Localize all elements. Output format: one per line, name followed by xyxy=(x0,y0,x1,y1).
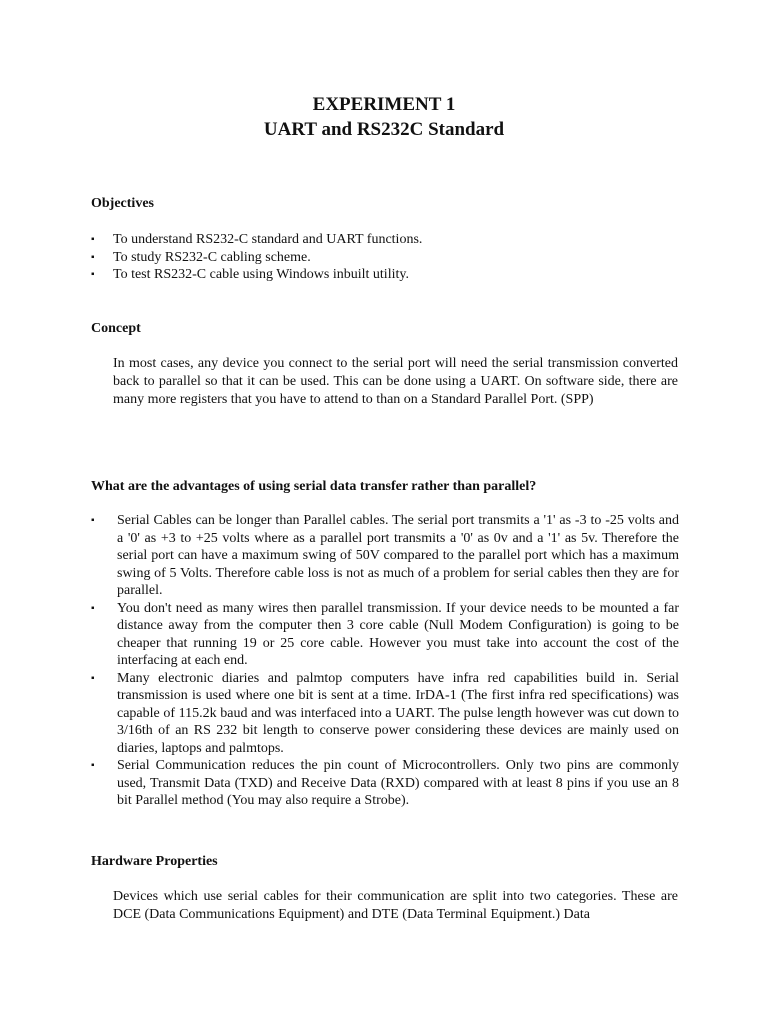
list-item: ▪ To understand RS232-C standard and UART functions. xyxy=(91,232,423,247)
bullet-icon: ▪ xyxy=(91,251,95,263)
list-item: ▪ Serial Cables can be longer than Parallel cables. The serial port transmits a '1' as -3 to -25 volts and a '0' as +3 to +25 volts where as a parallel port transmits a '0' as 0v and a '1' as 5v. Therefore the serial port can have a maximum swing of 50V compared to the parallel port which has a maximum swing of 5 Volts. Therefore cable loss is not as much of a problem for serial cables then they are for parallel. xyxy=(91,513,679,598)
advantages-list xyxy=(91,512,679,810)
document-title: UART and RS232C Standard xyxy=(263,119,505,140)
list-item: ▪ You don't need as many wires then parallel transmission. If your device needs to be mounted a far distance away from the computer then 3 core cable (Null Modem Configuration) is going to be cheaper that running 19 or 25 core cable. However you must take into account the cost of the interfacing at each end. xyxy=(91,600,679,668)
bullet-icon: ▪ xyxy=(91,234,95,245)
hardware-heading: Hardware Properties xyxy=(91,854,218,869)
list-item: ▪ Serial Communication reduces the pin count of Microcontrollers. Only two pins are commonly used, Transmit Data (TXD) and Receive Data (RXD) compared with at least 8 pins if you use an 8 bit Parallel method (You may also require a Strobe). xyxy=(91,758,679,808)
list-item: ▪ To test RS232-C cable using Windows inbuilt utility. xyxy=(91,267,409,282)
bullet-icon: ▪ xyxy=(91,672,95,684)
objectives-list xyxy=(91,231,422,284)
list-item: ▪ Many electronic diaries and palmtop computers have infra red capabilities build in. Serial transmission is used where one bit is sent at a time. IrDA-1 (The first infra red specifications) was capable of 115.2k baud and was interfaced into a UART. The pulse length however was cut down to 3/16th of an RS 232 bit length to conserve power considering these devices are mainly used on diaries, laptops and palmtops. xyxy=(91,670,679,756)
concept-heading: Concept xyxy=(91,321,141,336)
objectives-heading: Objectives xyxy=(91,196,154,211)
bullet-icon: ▪ xyxy=(91,602,95,614)
bullet-icon: ▪ xyxy=(91,760,95,771)
list-item: ▪ To study RS232-C cabling scheme. xyxy=(91,249,311,265)
hardware-paragraph: Devices which use serial cables for their communication are split into two categories. These are DCE (Data Communications Equipment) and DTE (Data Terminal Equipment.) Data xyxy=(113,889,678,922)
experiment-number: EXPERIMENT 1 xyxy=(312,94,456,115)
bullet-icon: ▪ xyxy=(91,269,95,280)
concept-paragraph: In most cases, any device you connect to the serial port will need the serial transmission converted back to parallel so that it can be used. This can be done using a UART. On software side, there are many more registers that you have to attend to than on a Standard Parallel Port. (SPP) xyxy=(113,356,678,407)
advantages-heading: What are the advantages of using serial data transfer rather than parallel? xyxy=(91,479,537,494)
bullet-icon: ▪ xyxy=(91,515,95,526)
